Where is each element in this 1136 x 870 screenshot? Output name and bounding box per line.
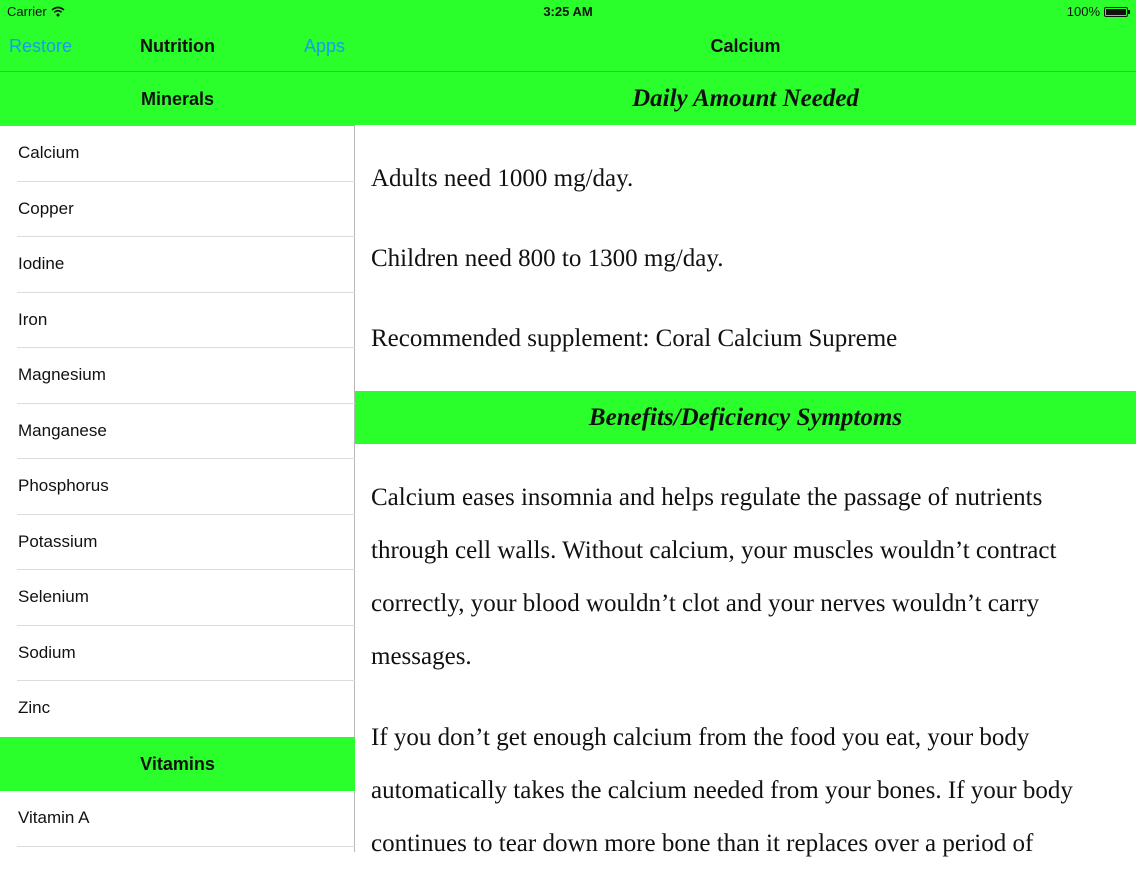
nav-divider	[0, 71, 1136, 72]
list-item-label: Manganese	[18, 420, 107, 440]
daily-line-children: Children need 800 to 1300 mg/day.	[371, 245, 724, 272]
list-item-calcium[interactable]	[0, 126, 355, 182]
list-item-label: Magnesium	[18, 365, 106, 384]
list-item-label: Vitamin A	[18, 808, 90, 827]
list-item-label: Calcium	[18, 143, 80, 162]
list-item-label: Sodium	[18, 642, 76, 662]
list-item-iodine[interactable]	[0, 237, 355, 293]
list-item-label: Selenium	[18, 587, 89, 606]
carrier-label: Carrier	[7, 4, 47, 19]
apps-button[interactable]: Apps	[303, 36, 345, 56]
list-item-vitamin-a[interactable]	[0, 791, 355, 847]
benefits-paragraph-2: If you don’t get enough calcium from the food you eat, your body automatically takes the calcium needed from your bones. If your body continues to tear down more bone than it replaces over a period of	[371, 724, 1073, 857]
benefits-header: Benefits/Deficiency Symptoms	[355, 391, 1136, 444]
list-item-phosphorus[interactable]	[0, 459, 355, 515]
restore-button[interactable]: Restore	[9, 36, 73, 56]
master-sidebar	[0, 0, 355, 852]
list-item-iron[interactable]	[0, 293, 355, 349]
daily-line-supplement: Recommended supplement: Coral Calcium Supreme	[371, 325, 898, 352]
list-item-copper[interactable]	[0, 182, 355, 238]
master-nav-bar	[0, 24, 355, 71]
section-header-minerals: Minerals	[0, 72, 355, 126]
daily-amount-header: Daily Amount Needed	[355, 72, 1136, 125]
list-item-potassium[interactable]	[0, 515, 355, 571]
list-item-label: Potassium	[18, 531, 98, 551]
list-item-label: Zinc	[18, 698, 51, 717]
row-separator	[17, 846, 355, 847]
status-bar	[0, 0, 1136, 24]
battery-indicator	[1067, 4, 1128, 19]
list-item-sodium[interactable]	[0, 626, 355, 682]
list-item-zinc[interactable]	[0, 681, 355, 737]
detail-nav-bar	[355, 24, 1136, 71]
battery-icon	[1104, 7, 1128, 17]
list-item-label: Copper	[18, 198, 74, 218]
benefits-paragraph-1: Calcium eases insomnia and helps regulate the passage of nutrients through cell walls. Without calcium, your muscles wouldn’t contract correctly, your blood wouldn’t clot and your nerves wouldn’t carry messages.	[371, 484, 1057, 670]
list-item-label: Phosphorus	[18, 476, 109, 495]
detail-nav-title: Calcium	[710, 36, 781, 56]
section-header-vitamins: Vitamins	[0, 737, 355, 791]
list-item-label: Iodine	[18, 254, 65, 273]
master-nav-title: Nutrition	[140, 36, 215, 56]
daily-line-adults: Adults need 1000 mg/day.	[371, 165, 634, 192]
list-item-selenium[interactable]	[0, 570, 355, 626]
list-item-magnesium[interactable]	[0, 348, 355, 404]
battery-percent: 100%	[1066, 4, 1100, 19]
list-item-manganese[interactable]	[0, 404, 355, 460]
clock-label: 3:25 AM	[543, 4, 593, 19]
list-item-label: Iron	[18, 309, 48, 329]
detail-pane	[355, 0, 1136, 857]
